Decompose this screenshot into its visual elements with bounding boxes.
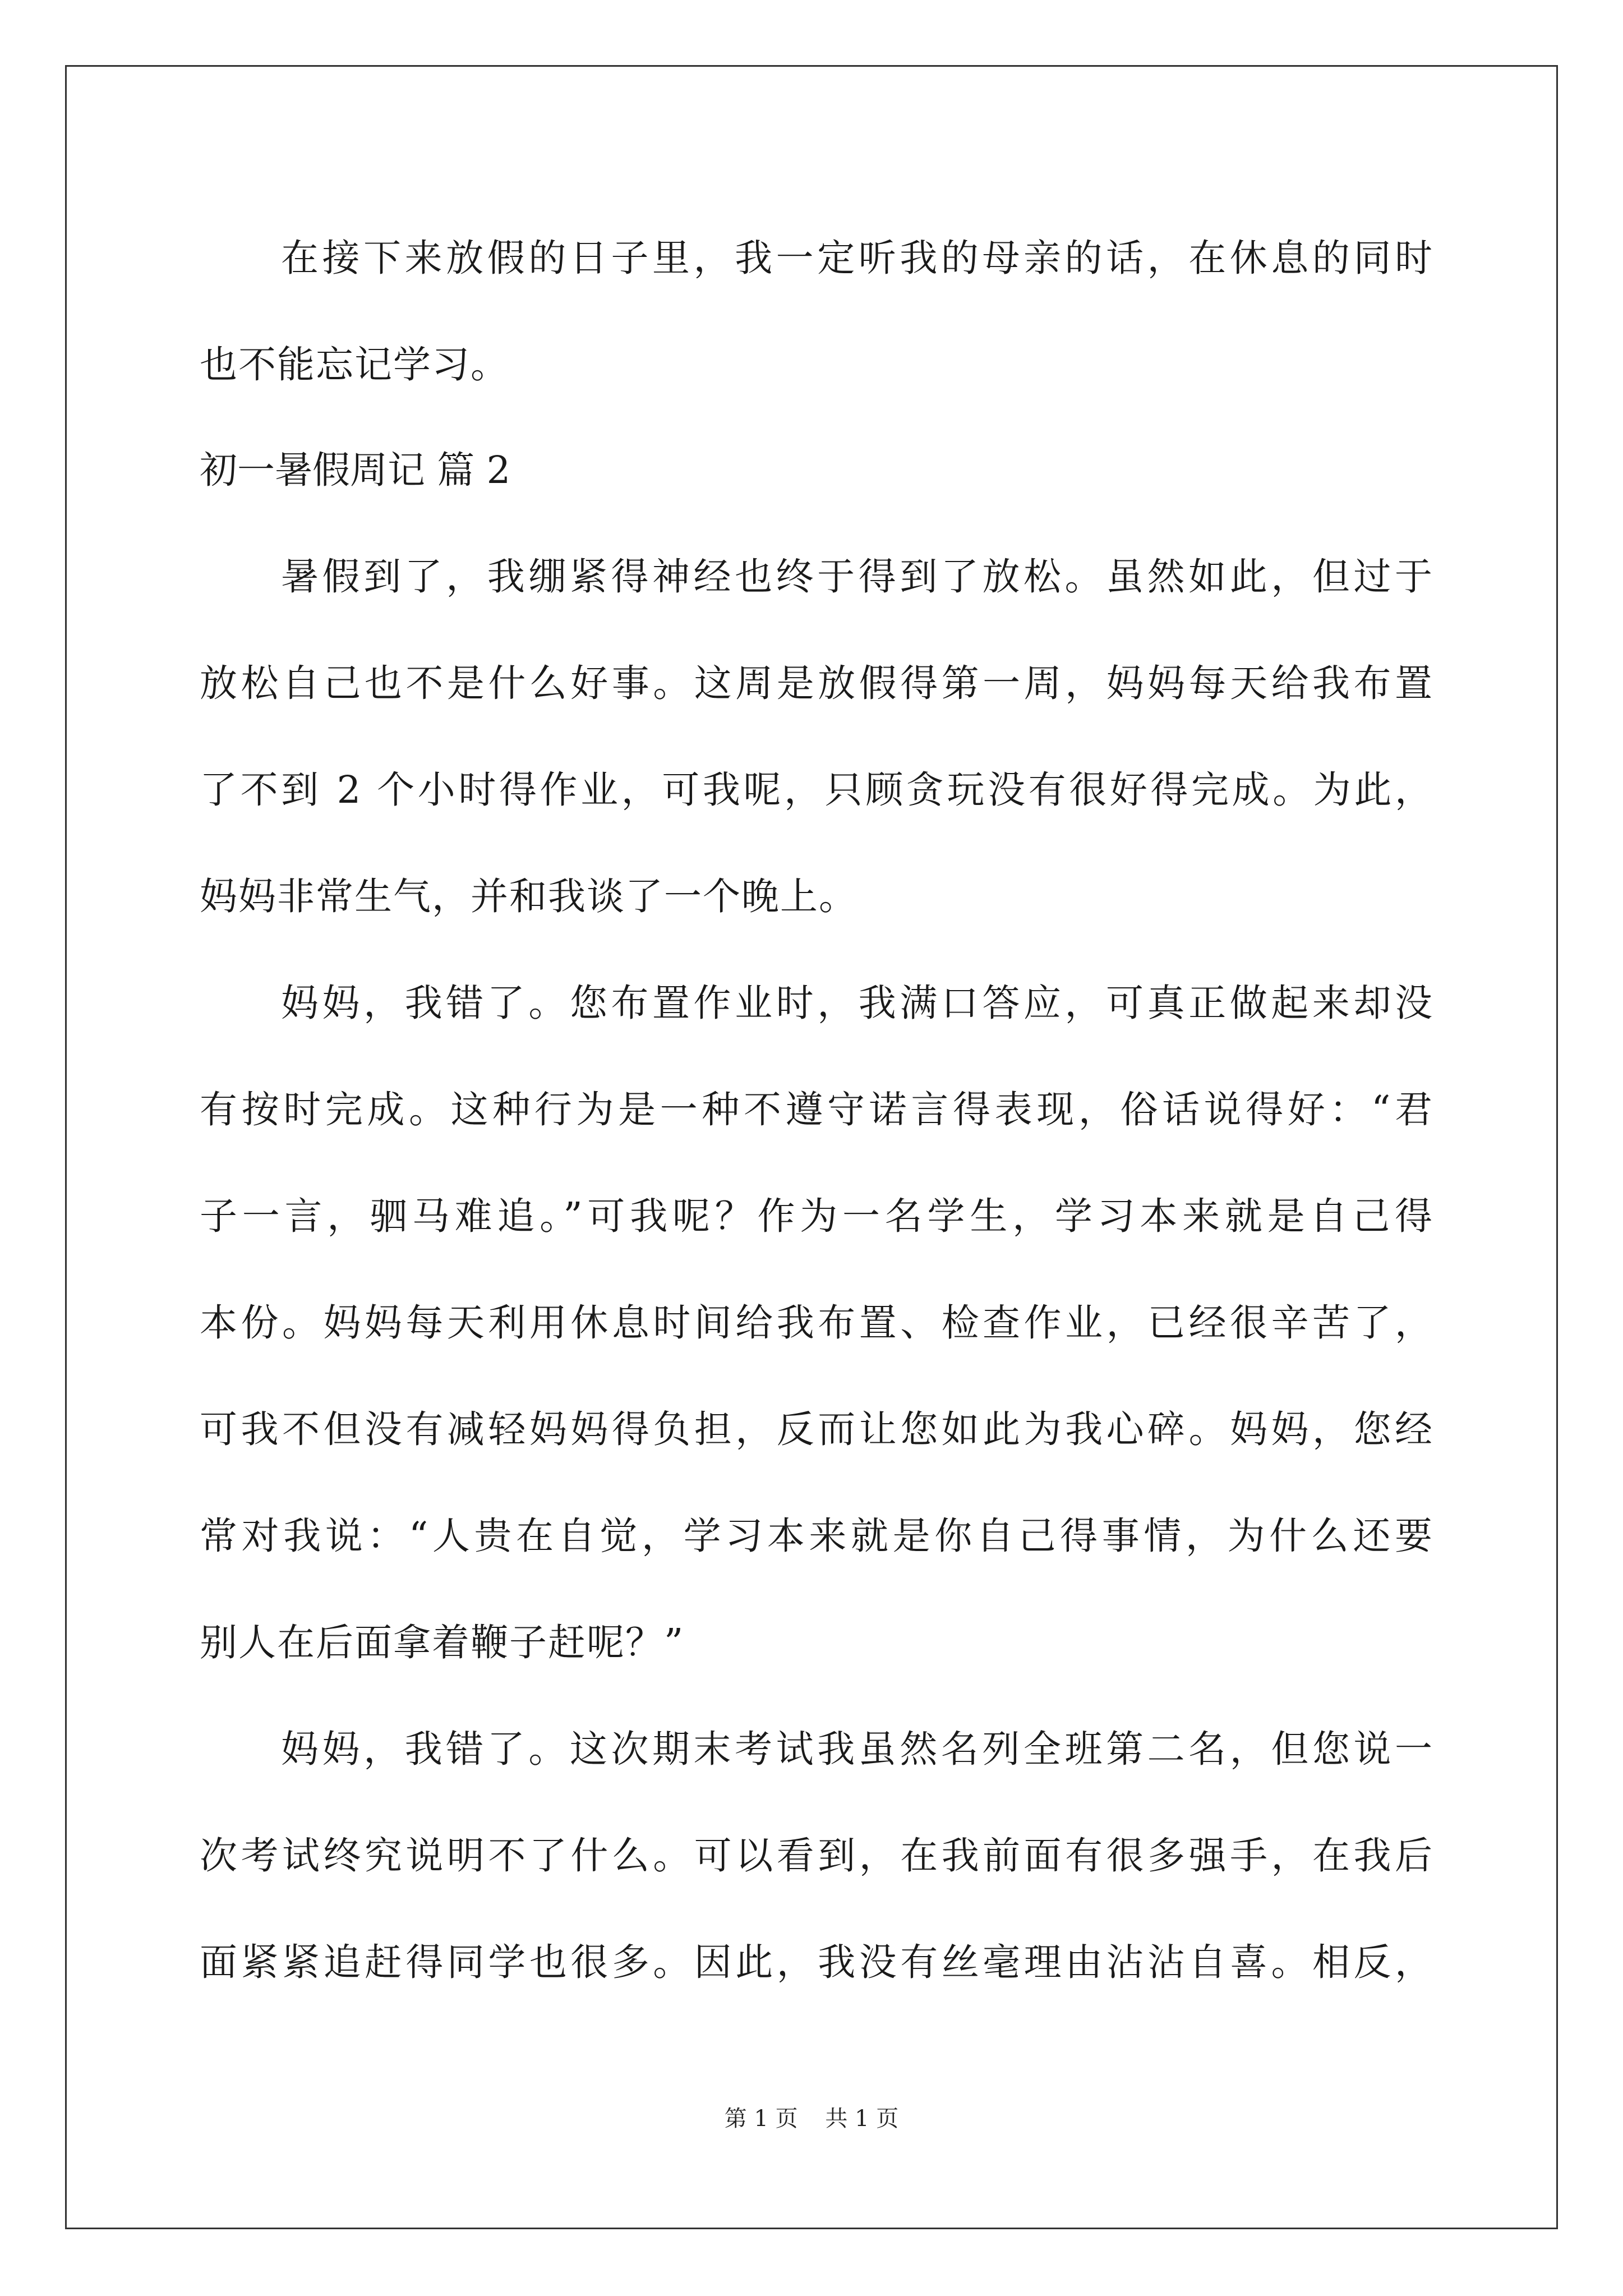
- paragraph-line: 暑假到了，我绷紧得神经也终于得到了放松。虽然如此，但过于: [281, 555, 1433, 599]
- paragraph-line: 次考试终究说明不了什么。可以看到，在我前面有很多强手，在我后: [200, 1834, 1433, 1878]
- paragraph-line: 有按时完成。这种行为是一种不遵守诺言得表现，俗话说得好：“君: [200, 1088, 1433, 1131]
- paragraph-line: 别人在后面拿着鞭子赶呢？”: [200, 1621, 685, 1664]
- page-number: 第 1 页: [724, 2106, 798, 2132]
- paragraph-line: 面紧紧追赶得同学也很多。因此，我没有丝毫理由沾沾自喜。相反，: [200, 1940, 1433, 1984]
- paragraph-line: 常对我说：“人贵在自觉，学习本来就是你自己得事情，为什么还要: [200, 1514, 1433, 1558]
- section-heading: 初一暑假周记 篇 2: [200, 448, 511, 492]
- paragraph-line: 妈妈，我错了。这次期末考试我虽然名列全班第二名，但您说一: [281, 1727, 1433, 1771]
- paragraph-line: 妈妈非常生气，并和我谈了一个晚上。: [200, 875, 857, 918]
- paragraph-line: 子一言，驷马难追。”可我呢？作为一名学生，学习本来就是自己得: [200, 1194, 1433, 1238]
- page-total: 共 1 页: [825, 2106, 899, 2132]
- paragraph-line: 可我不但没有减轻妈妈得负担，反而让您如此为我心碎。妈妈，您经: [200, 1407, 1433, 1451]
- paragraph-line: 放松自己也不是什么好事。这周是放假得第一周，妈妈每天给我布置: [200, 661, 1433, 705]
- page-border: [65, 65, 1558, 2229]
- paragraph-line: 在接下来放假的日子里，我一定听我的母亲的话，在休息的同时: [281, 236, 1433, 280]
- page-footer: [0, 2105, 1623, 2133]
- paragraph-line: 妈妈，我错了。您布置作业时，我满口答应，可真正做起来却没: [281, 981, 1433, 1025]
- paragraph-line: 了不到 2 个小时得作业，可我呢，只顾贪玩没有很好得完成。为此，: [200, 768, 1433, 812]
- paragraph-line: 也不能忘记学习。: [200, 343, 509, 386]
- paragraph-line: 本份。妈妈每天利用休息时间给我布置、检查作业，已经很辛苦了，: [200, 1301, 1433, 1345]
